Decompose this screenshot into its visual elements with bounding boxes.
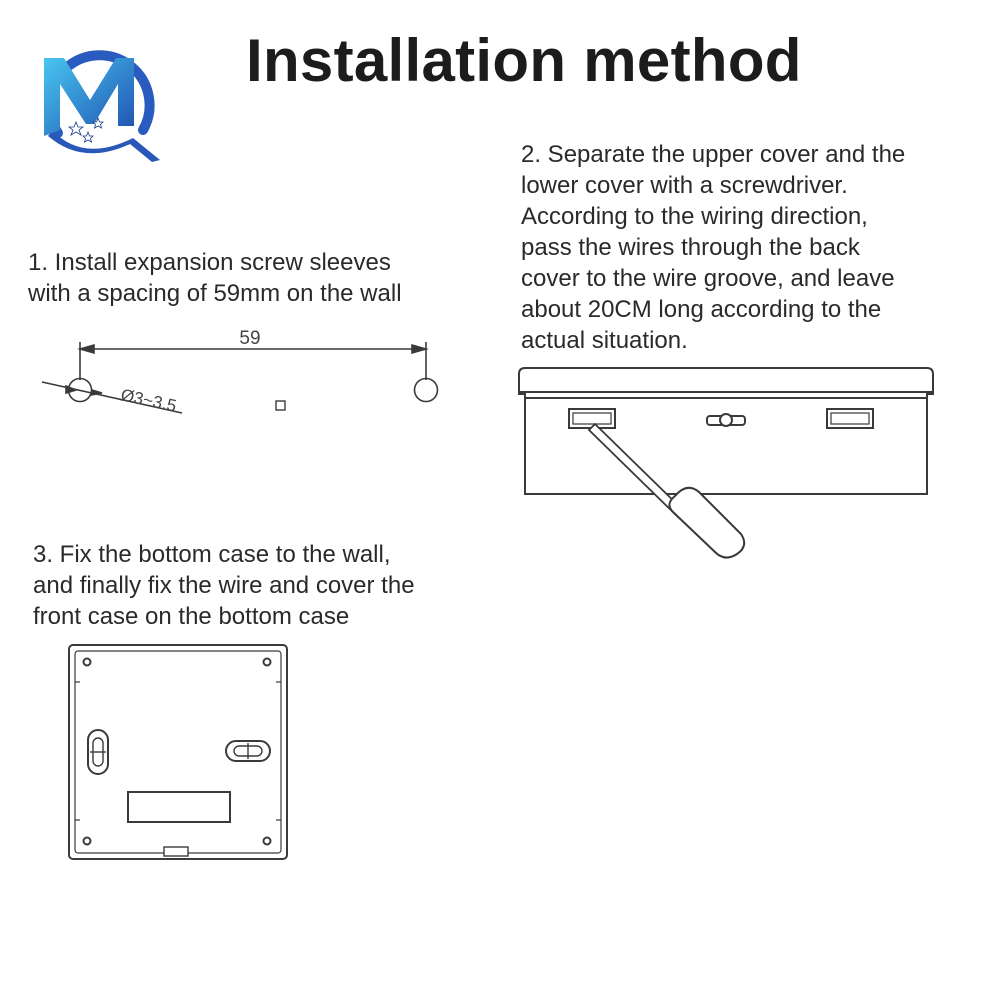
step-2-instruction [521,139,905,356]
hole-diameter-label: Ø3~3.5 [119,385,179,416]
wire-window [128,792,230,822]
text-line: with a spacing of 59mm on the wall [28,280,402,307]
text-line: about 20CM long according to the [521,296,882,323]
text-line: 3. Fix the bottom case to the wall, [33,541,391,568]
text-line: actual situation. [521,327,688,354]
bottom-tab [164,847,188,856]
vertical-mount-slot [88,730,108,774]
cover-separation-diagram [515,364,940,564]
step-1-instruction [28,247,402,309]
text-line: lower cover with a screwdriver. [521,172,848,199]
text-line: front case on the bottom case [33,603,350,630]
bottom-case-diagram [66,642,290,864]
dimension-label: 59 [239,328,261,349]
mq-brand-logo [38,38,168,166]
logo-m-letter [44,58,134,136]
text-line: pass the wires through the back [521,234,860,261]
text-line: 1. Install expansion screw sleeves [28,249,391,276]
text-line: and finally fix the wire and cover the [33,572,415,599]
device-housing [519,368,933,494]
text-line: 2. Separate the upper cover and the [521,141,906,168]
screw-spacing-diagram [30,320,460,430]
center-mark [276,401,285,410]
right-screw-hole [415,379,438,402]
page-title: Installation method [246,27,802,94]
keyhole-mount [707,414,745,426]
step-3-instruction [33,539,415,632]
text-line: According to the wiring direction, [521,203,868,230]
horizontal-mount-slot [226,741,270,761]
text-line: cover to the wire groove, and leave [521,265,895,292]
